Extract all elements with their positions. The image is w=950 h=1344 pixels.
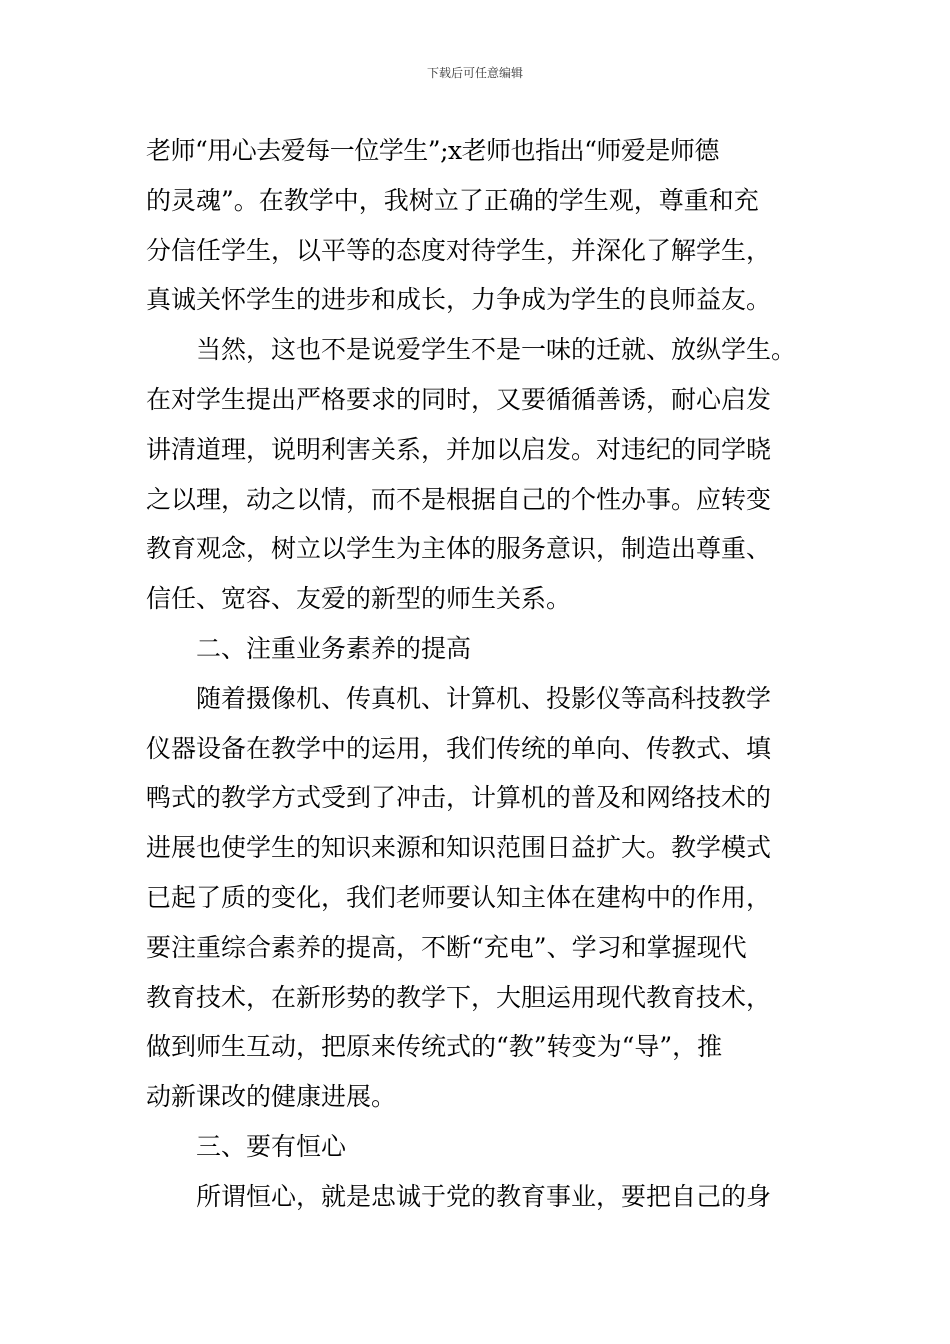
text-line: 老师“用心去爱每一位学生”;x老师也指出“师爱是师德 xyxy=(146,136,719,165)
text-line: 信任、宽容、友爱的新型的师生关系。 xyxy=(146,584,572,614)
text-line: 的灵魂”。在教学中，我树立了正确的学生观，尊重和充 xyxy=(146,185,759,215)
text-line: 动新课改的健康进展。 xyxy=(146,1082,397,1112)
text-line: 做到师生互动，把原来传统式的“教”转变为“导”，推 xyxy=(146,1032,723,1062)
text-line: 真诚关怀学生的进步和成长，力争成为学生的良师益友。 xyxy=(146,285,772,315)
text-line: 教育观念，树立以学生为主体的服务意识，制造出尊重、 xyxy=(146,534,772,564)
text-line: 在对学生提出严格要求的同时，又要循循善诱，耐心启发 xyxy=(146,384,772,414)
text-line: 已起了质的变化，我们老师要认知主体在建构中的作用， xyxy=(146,882,772,912)
paragraph-first-line: 所谓恒心，就是忠诚于党的教育事业，要把自己的身 xyxy=(196,1181,772,1211)
paragraph-first-line: 当然，这也不是说爱学生不是一味的迁就、放纵学生。 xyxy=(196,335,797,365)
text-line: 之以理，动之以情，而不是根据自己的个性办事。应转变 xyxy=(146,484,772,514)
text-line: 仪器设备在教学中的运用，我们传统的单向、传教式、填 xyxy=(146,733,772,763)
text-line: 进展也使学生的知识来源和知识范围日益扩大。教学模式 xyxy=(146,833,772,863)
section-heading: 三、要有恒心 xyxy=(196,1131,347,1161)
page-header: 下载后可任意编辑 xyxy=(426,66,523,80)
section-heading: 二、注重业务素养的提高 xyxy=(196,633,472,663)
text-line: 鸭式的教学方式受到了冲击，计算机的普及和网络技术的 xyxy=(146,783,772,813)
body-text xyxy=(146,126,811,1222)
paragraph-first-line: 随着摄像机、传真机、计算机、投影仪等高科技教学 xyxy=(196,683,772,713)
text-line: 分信任学生，以平等的态度对待学生，并深化了解学生， xyxy=(146,235,772,265)
text-line: 讲清道理，说明利害关系，并加以启发。对违纪的同学晓 xyxy=(146,434,772,464)
text-line: 要注重综合素养的提高，不断“充电”、学习和掌握现代 xyxy=(146,932,747,962)
text-line: 教育技术，在新形势的教学下，大胆运用现代教育技术， xyxy=(146,982,772,1012)
